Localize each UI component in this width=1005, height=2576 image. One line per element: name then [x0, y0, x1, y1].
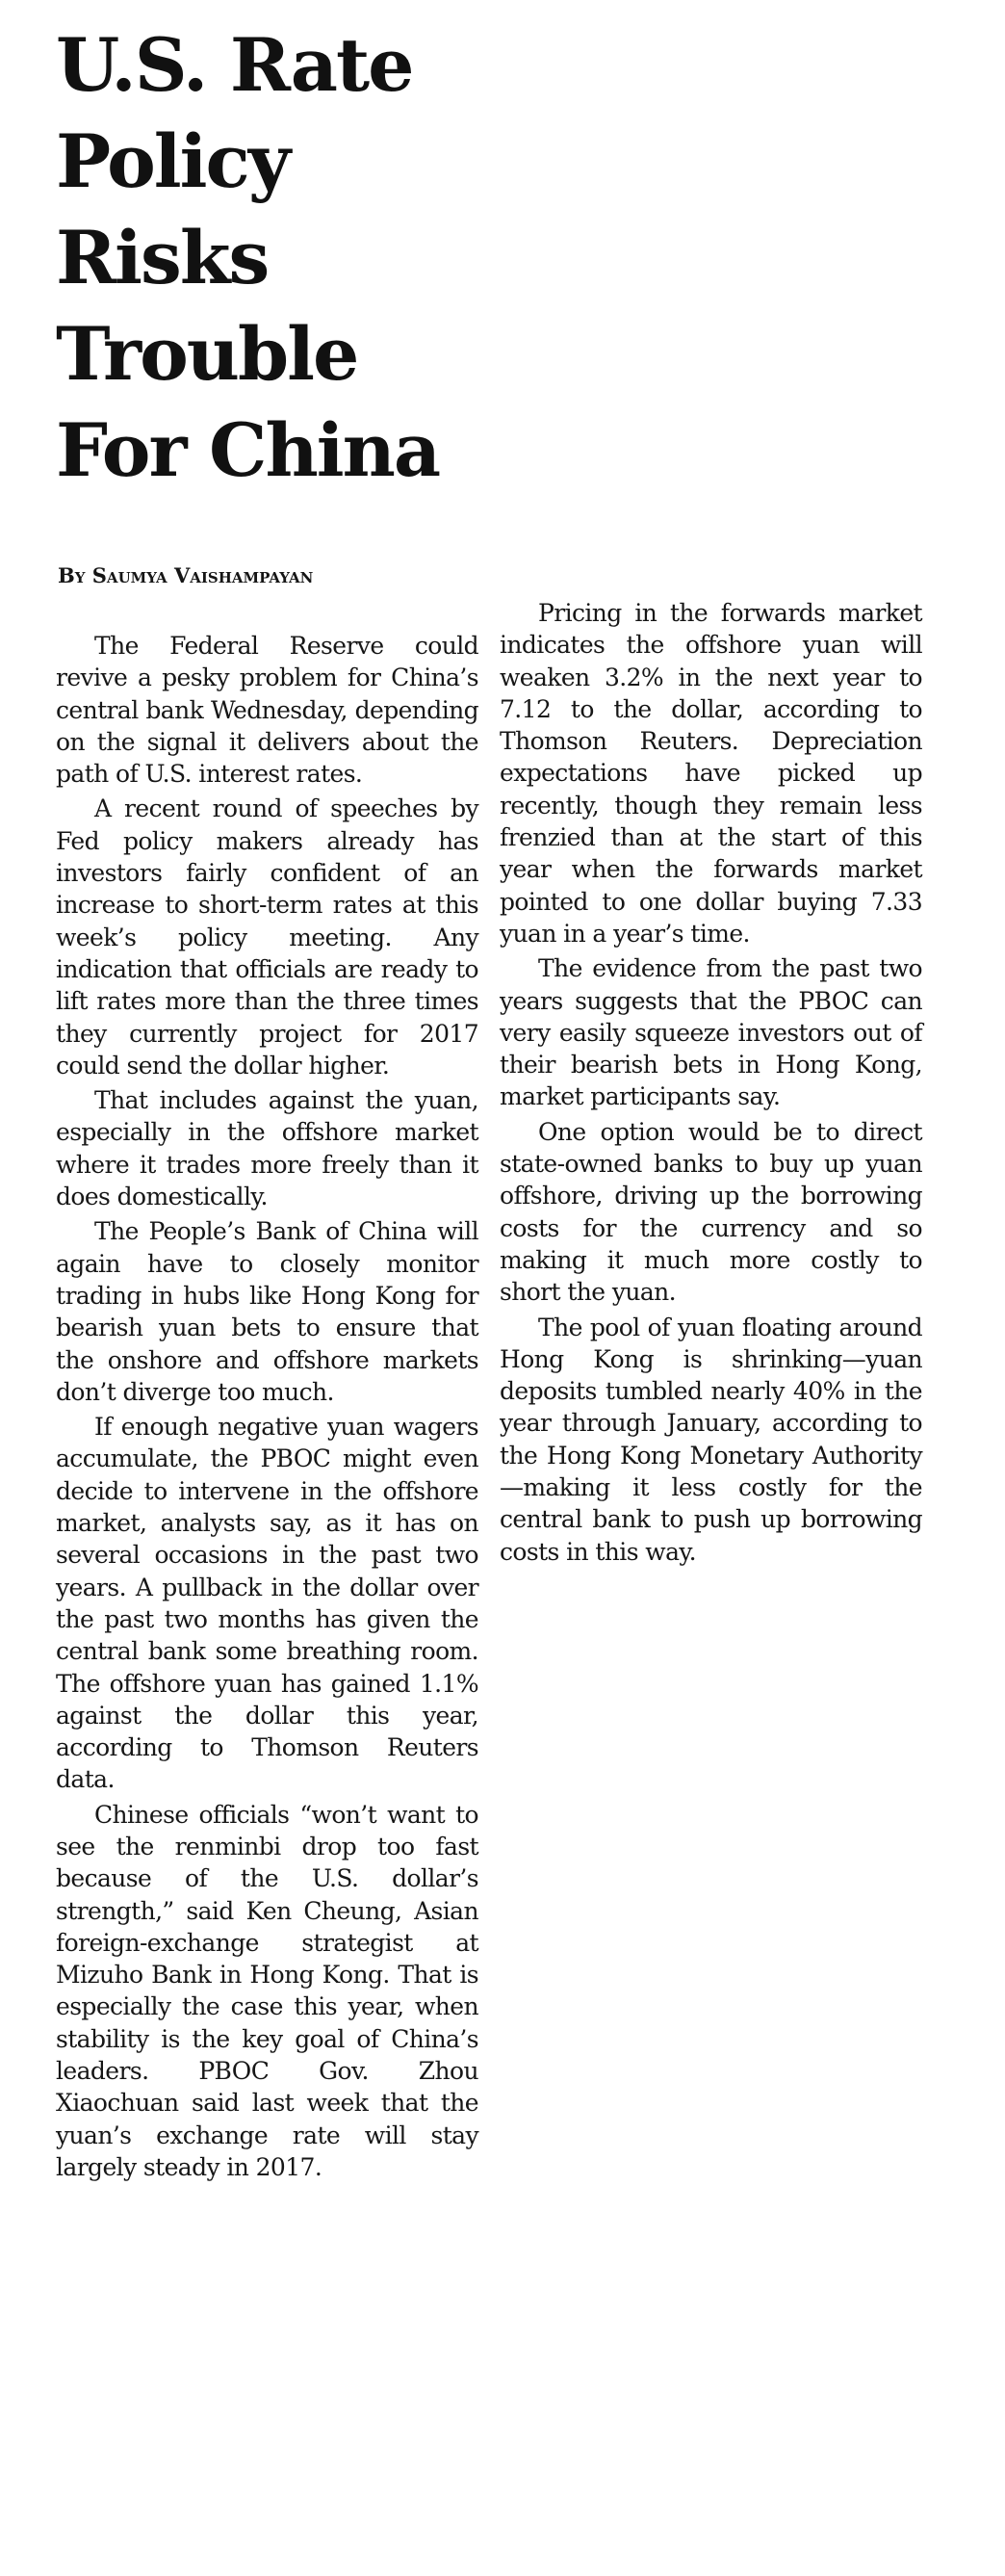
article-column-left	[56, 630, 478, 2186]
article-paragraph: If enough negative yuan wagers accumulate, the PBOC might even decide to intervene in the offshore market, analysts say, as it has on several occasions in the past two years. A pullback in the dollar over the past two months has given the central bank some breathing room. The offshore yuan has gained 1.1% against the dollar this year, according to Thomson Reuters data.	[56, 1413, 478, 1794]
article-paragraph: A recent round of speeches by Fed policy makers already has investors fairly confident of an increase to short-term rates at this week’s policy meeting. Any indication that officials are ready to lift rates more than the three times they currently project for 2017 could send the dollar higher.	[56, 794, 478, 1080]
article-column-right	[500, 597, 922, 1571]
headline-line: Trouble	[56, 311, 358, 397]
article-byline: By Saumya Vaishampayan	[58, 563, 314, 587]
article-headline	[56, 17, 479, 499]
headline-line: For China	[56, 407, 440, 493]
article-paragraph: That includes against the yuan, especially in the offshore market where it trades more freely than it does domestically.	[56, 1086, 478, 1211]
article-paragraph: The evidence from the past two years suggests that the PBOC can very easily squeeze investors out of their bearish bets in Hong Kong, market participants say.	[500, 954, 922, 1111]
article-paragraph: Chinese officials “won’t want to see the renminbi drop too fast because of the U.S. dollar’s strength,” said Ken Cheung, Asian foreign-exchange strategist at Mizuho Bank in Hong Kong. That is especially the case this year, when stability is the key goal of China’s leaders. PBOC Gov. Zhou Xiaochuan said last week that the yuan’s exchange rate will stay largely steady in 2017.	[56, 1800, 478, 2181]
article-paragraph: The Federal Reserve could revive a pesky problem for China’s central bank Wednesday, depending on the signal it delivers about the path of U.S. interest rates.	[56, 632, 478, 789]
headline-line: Risks	[56, 215, 269, 300]
headline-line: Policy	[56, 118, 289, 204]
headline-line: U.S. Rate	[56, 22, 413, 108]
article-paragraph: The pool of yuan floating around Hong Kong is shrinking—yuan deposits tumbled nearly 40% in the year through January, according to the Hong Kong Monetary Authority—making it less costly for the central bank to push up borrowing costs in this way.	[500, 1313, 922, 1566]
article-paragraph: Pricing in the forwards market indicates the offshore yuan will weaken 3.2% in the next year to 7.12 to the dollar, according to Thomson Reuters. Depreciation expectations have picked up recently, though they remain less frenzied than at the start of this year when the forwards market pointed to one dollar buying 7.33 yuan in a year’s time.	[500, 599, 922, 948]
article-paragraph: One option would be to direct state-owned banks to buy up yuan offshore, driving up the borrowing costs for the currency and so making it much more costly to short the yuan.	[500, 1117, 922, 1307]
article-paragraph: The People’s Bank of China will again have to closely monitor trading in hubs like Hong Kong for bearish yuan bets to ensure that the onshore and offshore markets don’t diverge too much.	[56, 1217, 478, 1406]
